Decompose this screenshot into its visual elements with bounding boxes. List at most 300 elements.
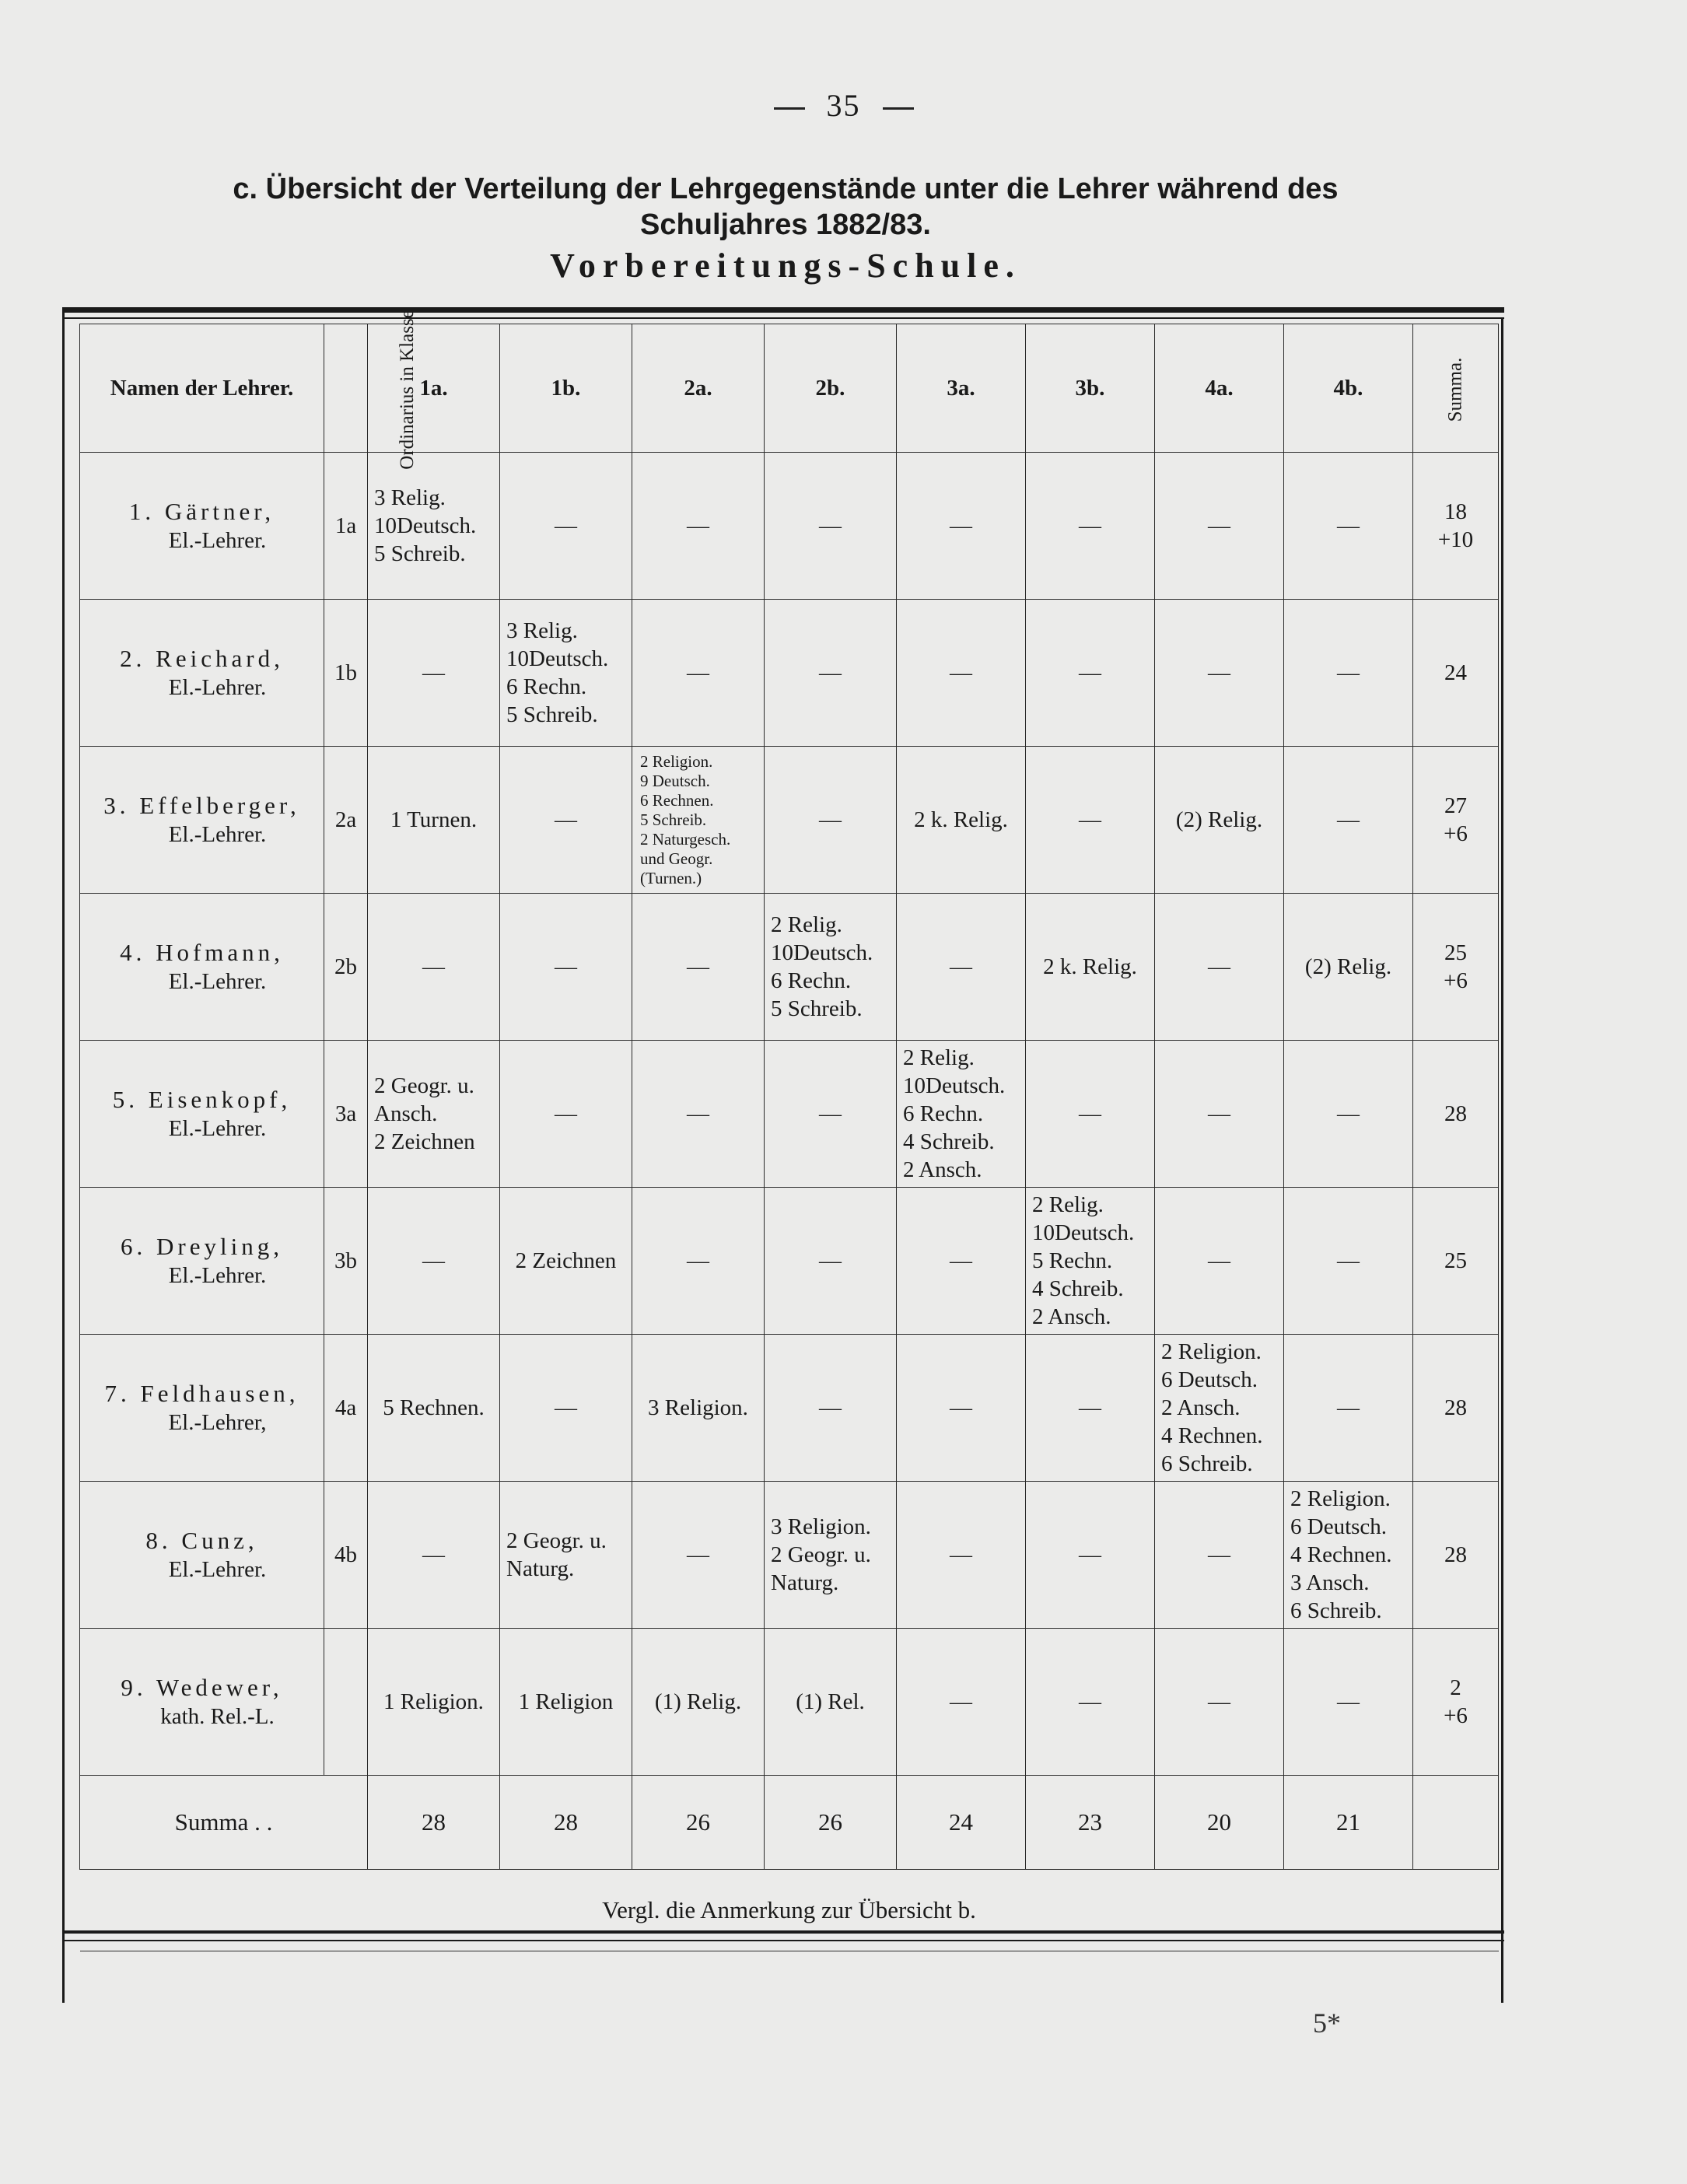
subject-cell bbox=[500, 894, 632, 1041]
ordinarius-cell: 1b bbox=[324, 600, 368, 747]
subject-line: — bbox=[950, 1248, 972, 1273]
subject-line: — bbox=[950, 513, 972, 538]
table-row bbox=[80, 1188, 1499, 1335]
subject-lines bbox=[768, 1513, 893, 1597]
subject-lines bbox=[1029, 512, 1151, 540]
subject-lines bbox=[635, 953, 761, 981]
subject-lines bbox=[768, 806, 893, 834]
subject-cell bbox=[1026, 1482, 1155, 1629]
subject-cell bbox=[1284, 453, 1413, 600]
row-summa-value: 28 bbox=[1444, 1395, 1467, 1420]
ordinarius-cell: 3a bbox=[324, 1041, 368, 1188]
subject-cell bbox=[632, 1335, 765, 1482]
teacher-name: 7. Feldhausen, bbox=[104, 1379, 299, 1407]
teacher-role: El.-Lehrer. bbox=[168, 968, 267, 994]
subject-lines bbox=[768, 659, 893, 687]
teacher-cell bbox=[80, 1041, 324, 1188]
subject-lines bbox=[635, 1688, 761, 1716]
subject-line: — bbox=[687, 513, 709, 538]
subject-lines bbox=[1029, 806, 1151, 834]
teacher-role: El.-Lehrer. bbox=[168, 1262, 267, 1288]
teacher-role: El.-Lehrer. bbox=[168, 674, 267, 700]
subject-lines bbox=[900, 512, 1022, 540]
subject-line: (2) Relig. bbox=[1175, 807, 1263, 832]
row-summa-lines bbox=[1416, 1247, 1495, 1275]
subject-cell bbox=[1026, 1188, 1155, 1335]
subject-line: — bbox=[1079, 807, 1101, 832]
subject-lines bbox=[1029, 1100, 1151, 1128]
header-name: Namen der Lehrer. bbox=[80, 324, 324, 453]
subject-lines bbox=[900, 1688, 1022, 1716]
subject-line: 10Deutsch. bbox=[903, 1073, 1006, 1098]
subject-cell bbox=[368, 1335, 500, 1482]
subject-line: — bbox=[819, 807, 842, 832]
subject-cell bbox=[1026, 453, 1155, 600]
subject-lines bbox=[1287, 1485, 1409, 1625]
teacher-name: 3. Effelberger, bbox=[103, 791, 300, 819]
subject-line: und Geogr. bbox=[640, 849, 713, 868]
subject-lines bbox=[900, 1394, 1022, 1422]
subject-lines bbox=[503, 1247, 628, 1275]
subject-lines bbox=[900, 1541, 1022, 1569]
subject-line: — bbox=[422, 1248, 445, 1273]
subject-cell bbox=[500, 1482, 632, 1629]
subject-cell bbox=[765, 1482, 897, 1629]
title-line-1: c. Übersicht der Verteilung der Lehrgegenstände unter die Lehrer während des bbox=[233, 173, 1339, 205]
subject-cell bbox=[1026, 600, 1155, 747]
table-row bbox=[80, 747, 1499, 894]
subject-line: — bbox=[1208, 1689, 1230, 1714]
row-summa-lines bbox=[1416, 498, 1495, 554]
subject-line: Naturg. bbox=[771, 1570, 839, 1595]
subject-line: 3 Ansch. bbox=[1290, 1570, 1370, 1595]
row-summa-value: 28 bbox=[1444, 1101, 1467, 1126]
subject-lines bbox=[635, 1247, 761, 1275]
subject-line: 1 Religion. bbox=[383, 1689, 484, 1714]
subject-lines bbox=[1287, 953, 1409, 981]
subject-lines bbox=[1029, 1394, 1151, 1422]
subject-line: 2 Geogr. u. bbox=[506, 1528, 607, 1553]
row-summa-lines bbox=[1416, 1541, 1495, 1569]
row-summa-cell bbox=[1413, 453, 1499, 600]
subject-line: 3 Religion. bbox=[771, 1514, 871, 1539]
subject-line: — bbox=[1208, 660, 1230, 685]
ordinarius-cell: 4b bbox=[324, 1482, 368, 1629]
subject-lines bbox=[371, 1394, 496, 1422]
subject-lines bbox=[1029, 1191, 1151, 1331]
subject-line: — bbox=[950, 1395, 972, 1420]
frame-left-line bbox=[62, 307, 65, 2003]
subject-line: 2 Geogr. u. bbox=[374, 1073, 474, 1098]
subject-cell bbox=[1284, 600, 1413, 747]
teacher-role: kath. Rel.-L. bbox=[160, 1703, 275, 1729]
table-row bbox=[80, 1482, 1499, 1629]
signature-mark: 5* bbox=[1313, 2007, 1341, 2039]
subject-cell bbox=[1155, 453, 1284, 600]
ordinarius-cell: 3b bbox=[324, 1188, 368, 1335]
subject-cell bbox=[632, 453, 765, 600]
subject-line: (Turnen.) bbox=[640, 868, 702, 887]
subject-cell bbox=[632, 894, 765, 1041]
subject-cell bbox=[368, 1629, 500, 1776]
subject-line: 5 Schreib. bbox=[374, 541, 466, 566]
row-summa-cell bbox=[1413, 894, 1499, 1041]
subject-line: 2 Relig. bbox=[903, 1045, 975, 1070]
summa-label: Summa . . bbox=[80, 1776, 368, 1870]
subject-lines bbox=[900, 806, 1022, 834]
subject-lines bbox=[900, 659, 1022, 687]
teacher-cell bbox=[80, 600, 324, 747]
subject-lines bbox=[371, 953, 496, 981]
row-summa-cell bbox=[1413, 1041, 1499, 1188]
teacher-cell bbox=[80, 894, 324, 1041]
subject-cell bbox=[500, 600, 632, 747]
teacher-role: El.-Lehrer. bbox=[168, 821, 267, 847]
subject-lines bbox=[1158, 1688, 1280, 1716]
subject-line: — bbox=[687, 954, 709, 979]
subject-cell bbox=[897, 1188, 1026, 1335]
subject-lines bbox=[1029, 659, 1151, 687]
subject-cell bbox=[765, 747, 897, 894]
subject-line: — bbox=[1208, 1101, 1230, 1126]
subject-line: Ansch. bbox=[374, 1101, 438, 1126]
row-summa-cell bbox=[1413, 1188, 1499, 1335]
subject-line: 10Deutsch. bbox=[1032, 1220, 1135, 1245]
subject-cell bbox=[765, 453, 897, 600]
subject-line: 10Deutsch. bbox=[374, 513, 477, 538]
subject-line: — bbox=[1337, 1101, 1360, 1126]
table-row bbox=[80, 1041, 1499, 1188]
subject-cell bbox=[1155, 747, 1284, 894]
subject-cell bbox=[1155, 894, 1284, 1041]
summa-value: 24 bbox=[897, 1776, 1026, 1870]
teacher-cell bbox=[80, 1482, 324, 1629]
subject-line: — bbox=[950, 1689, 972, 1714]
subject-cell bbox=[1155, 600, 1284, 747]
summa-row bbox=[80, 1776, 1499, 1870]
subject-line: — bbox=[1208, 1542, 1230, 1567]
subject-cell bbox=[1284, 1335, 1413, 1482]
subject-cell bbox=[1026, 1335, 1155, 1482]
subject-line: 2 Naturgesch. bbox=[640, 829, 731, 849]
subject-line: 2 Religion. bbox=[1290, 1486, 1391, 1511]
subject-line: 5 Schreib. bbox=[506, 702, 598, 727]
teacher-name: 8. Cunz, bbox=[145, 1526, 258, 1554]
subject-line: 2 Zeichnen bbox=[374, 1129, 475, 1154]
subject-cell bbox=[765, 894, 897, 1041]
subject-line: Naturg. bbox=[506, 1556, 575, 1581]
subject-line: — bbox=[1337, 660, 1360, 685]
frame-right-line bbox=[1501, 319, 1503, 2003]
subject-cell bbox=[632, 600, 765, 747]
subject-lines bbox=[1158, 1338, 1280, 1478]
subject-cell bbox=[1026, 894, 1155, 1041]
subject-line: — bbox=[555, 1395, 577, 1420]
subject-line: — bbox=[687, 1248, 709, 1273]
subject-line: 3 Religion. bbox=[648, 1395, 748, 1420]
row-summa-cell bbox=[1413, 600, 1499, 747]
subject-cell bbox=[500, 747, 632, 894]
page-number bbox=[0, 87, 1687, 124]
subject-lines bbox=[1287, 1394, 1409, 1422]
subject-cell bbox=[368, 453, 500, 600]
subject-lines bbox=[1158, 512, 1280, 540]
subject-cell bbox=[500, 1041, 632, 1188]
teacher-role: El.-Lehrer. bbox=[168, 527, 267, 553]
subject-lines bbox=[768, 911, 893, 1023]
subject-cell bbox=[897, 747, 1026, 894]
subject-cell bbox=[1155, 1041, 1284, 1188]
subject-lines bbox=[635, 659, 761, 687]
teacher-role: El.-Lehrer. bbox=[168, 1556, 267, 1582]
row-summa-lines bbox=[1416, 1100, 1495, 1128]
subject-line: — bbox=[1079, 1542, 1101, 1567]
subject-cell bbox=[1155, 1188, 1284, 1335]
subject-lines bbox=[503, 617, 628, 729]
teacher-cell bbox=[80, 453, 324, 600]
ordinarius-cell: 1a bbox=[324, 453, 368, 600]
top-rule bbox=[62, 307, 1504, 313]
subject-cell bbox=[368, 600, 500, 747]
subject-line: — bbox=[1079, 660, 1101, 685]
ordinarius-cell: 2a bbox=[324, 747, 368, 894]
summa-value: 23 bbox=[1026, 1776, 1155, 1870]
subject-cell bbox=[368, 1041, 500, 1188]
header-class-3a: 3a. bbox=[897, 324, 1026, 453]
teacher-name: 6. Dreyling, bbox=[121, 1232, 283, 1260]
subject-lines bbox=[503, 953, 628, 981]
row-summa-value: 18 bbox=[1444, 499, 1467, 524]
subject-lines bbox=[503, 1527, 628, 1583]
subject-line: 5 Rechnen. bbox=[383, 1395, 485, 1420]
subject-cell bbox=[500, 1629, 632, 1776]
subject-lines bbox=[1029, 953, 1151, 981]
subject-line: — bbox=[555, 513, 577, 538]
subject-line: 6 Rechn. bbox=[506, 674, 587, 699]
subject-cell bbox=[897, 894, 1026, 1041]
subject-cell bbox=[1026, 1629, 1155, 1776]
subject-lines bbox=[371, 1541, 496, 1569]
subject-line: 6 Schreib. bbox=[1161, 1451, 1253, 1476]
subject-lines bbox=[1029, 1541, 1151, 1569]
top-rule-thin bbox=[62, 317, 1504, 319]
subject-line: (1) Rel. bbox=[796, 1689, 865, 1714]
distribution-table bbox=[79, 310, 1499, 1951]
subject-lines bbox=[1287, 1100, 1409, 1128]
subject-line: — bbox=[950, 1542, 972, 1567]
subject-line: 5 Rechn. bbox=[1032, 1248, 1113, 1273]
subject-line: — bbox=[1079, 1689, 1101, 1714]
subject-lines bbox=[503, 1100, 628, 1128]
subject-lines bbox=[635, 752, 761, 888]
subject-line: 5 Schreib. bbox=[640, 810, 707, 829]
header-class-2a: 2a. bbox=[632, 324, 765, 453]
subject-line: 1 Religion bbox=[518, 1689, 614, 1714]
page-number-text: 35 bbox=[826, 88, 861, 123]
teacher-role: El.-Lehrer. bbox=[168, 1115, 267, 1141]
ordinarius-cell: 4a bbox=[324, 1335, 368, 1482]
bottom-rule-thin bbox=[62, 1940, 1504, 1941]
subject-line: 2 Religion. bbox=[1161, 1339, 1262, 1364]
row-summa-lines bbox=[1416, 1394, 1495, 1422]
subject-cell bbox=[632, 1041, 765, 1188]
summa-value: 26 bbox=[632, 1776, 765, 1870]
subject-line: — bbox=[422, 954, 445, 979]
header-class-2b: 2b. bbox=[765, 324, 897, 453]
ordinarius-cell: 2b bbox=[324, 894, 368, 1041]
teacher-name: 9. Wedewer, bbox=[121, 1673, 283, 1701]
subject-lines bbox=[635, 512, 761, 540]
table-row bbox=[80, 894, 1499, 1041]
teacher-cell bbox=[80, 747, 324, 894]
row-summa-value: 24 bbox=[1444, 660, 1467, 685]
subject-line: — bbox=[555, 954, 577, 979]
teacher-role: El.-Lehrer, bbox=[168, 1409, 267, 1435]
header-class-4b: 4b. bbox=[1284, 324, 1413, 453]
subject-cell bbox=[1155, 1482, 1284, 1629]
subject-lines bbox=[371, 1247, 496, 1275]
subject-cell bbox=[632, 1188, 765, 1335]
subject-lines bbox=[768, 512, 893, 540]
subject-line: — bbox=[1208, 954, 1230, 979]
summa-value: 20 bbox=[1155, 1776, 1284, 1870]
row-summa-cell bbox=[1413, 1335, 1499, 1482]
subject-lines bbox=[371, 484, 496, 568]
table-row bbox=[80, 453, 1499, 600]
subject-lines bbox=[900, 953, 1022, 981]
subject-line: — bbox=[422, 660, 445, 685]
dash-right bbox=[883, 107, 914, 110]
row-summa-lines bbox=[1416, 792, 1495, 848]
subject-line: — bbox=[950, 954, 972, 979]
table-row bbox=[80, 1629, 1499, 1776]
subject-line: 6 Schreib. bbox=[1290, 1598, 1382, 1623]
subject-cell bbox=[1284, 1482, 1413, 1629]
subject-line: 6 Deutsch. bbox=[1161, 1367, 1258, 1392]
subject-line: — bbox=[687, 660, 709, 685]
subject-line: — bbox=[1208, 1248, 1230, 1273]
subject-cell bbox=[765, 1188, 897, 1335]
subject-line: 2 Religion. bbox=[640, 751, 713, 771]
header-class-3b: 3b. bbox=[1026, 324, 1155, 453]
note-text: Vergl. die Anmerkung zur Übersicht b. bbox=[80, 1870, 1499, 1951]
subject-cell bbox=[897, 453, 1026, 600]
subject-lines bbox=[1158, 1100, 1280, 1128]
teacher-cell bbox=[80, 1335, 324, 1482]
header-ordinarius bbox=[324, 310, 418, 470]
row-summa-value: 28 bbox=[1444, 1542, 1467, 1567]
teacher-name: 4. Hofmann, bbox=[120, 938, 284, 966]
subject-lines bbox=[900, 1247, 1022, 1275]
row-summa-value: 25 bbox=[1444, 940, 1467, 965]
ordinarius-cell bbox=[324, 1629, 368, 1776]
subject-cell bbox=[632, 747, 765, 894]
subject-line: — bbox=[687, 1542, 709, 1567]
subject-cell bbox=[897, 600, 1026, 747]
header-class-1a: 1a. bbox=[368, 324, 500, 453]
subject-cell bbox=[765, 1041, 897, 1188]
subject-line: 2 Ansch. bbox=[1032, 1304, 1111, 1329]
subject-cell bbox=[765, 600, 897, 747]
row-summa-value: 27 bbox=[1444, 793, 1467, 818]
subject-line: 2 k. Relig. bbox=[914, 807, 1008, 832]
subject-line: 3 Relig. bbox=[506, 618, 578, 643]
subject-cell bbox=[368, 894, 500, 1041]
teacher-name: 5. Eisenkopf, bbox=[112, 1085, 292, 1113]
subject-line: — bbox=[422, 1542, 445, 1567]
subject-line: — bbox=[555, 1101, 577, 1126]
table-body bbox=[80, 453, 1499, 1776]
title-line-2: Schuljahres 1882/83. bbox=[640, 208, 931, 241]
subject-lines bbox=[371, 1688, 496, 1716]
subject-line: — bbox=[1337, 513, 1360, 538]
subject-line: — bbox=[819, 1101, 842, 1126]
subject-lines bbox=[768, 1247, 893, 1275]
table-row bbox=[80, 1335, 1499, 1482]
subject-line: 4 Schreib. bbox=[903, 1129, 995, 1154]
subject-line: — bbox=[1337, 1689, 1360, 1714]
subject-lines bbox=[503, 1688, 628, 1716]
subject-line: — bbox=[950, 660, 972, 685]
subject-cell bbox=[1284, 894, 1413, 1041]
subject-line: 2 Geogr. u. bbox=[771, 1542, 871, 1567]
subject-lines bbox=[1287, 806, 1409, 834]
subject-lines bbox=[768, 1688, 893, 1716]
subject-cell bbox=[897, 1482, 1026, 1629]
subject-line: — bbox=[819, 513, 842, 538]
subject-cell bbox=[368, 747, 500, 894]
subject-line: 2 Zeichnen bbox=[515, 1248, 617, 1273]
subject-lines bbox=[1158, 806, 1280, 834]
row-summa-cell bbox=[1413, 747, 1499, 894]
subject-cell bbox=[1155, 1629, 1284, 1776]
subject-line: 2 Ansch. bbox=[903, 1157, 982, 1182]
subject-lines bbox=[768, 1100, 893, 1128]
row-summa-value: 2 bbox=[1450, 1675, 1461, 1700]
subject-lines bbox=[635, 1541, 761, 1569]
subject-lines bbox=[503, 512, 628, 540]
subject-line: — bbox=[1208, 513, 1230, 538]
subject-cell bbox=[1026, 1041, 1155, 1188]
row-summa-cell bbox=[1413, 1629, 1499, 1776]
subject-line: — bbox=[1337, 807, 1360, 832]
subject-line: 10Deutsch. bbox=[506, 646, 609, 671]
subject-cell bbox=[897, 1041, 1026, 1188]
header-class-1b: 1b. bbox=[500, 324, 632, 453]
subject-lines bbox=[900, 1044, 1022, 1184]
subject-line: — bbox=[819, 1395, 842, 1420]
dash-left bbox=[774, 107, 805, 110]
subject-cell bbox=[368, 1482, 500, 1629]
header-class-4a: 4a. bbox=[1155, 324, 1284, 453]
subject-line: — bbox=[1079, 1395, 1101, 1420]
subject-cell bbox=[765, 1629, 897, 1776]
page-subtitle: Vorbereitungs-Schule. bbox=[550, 247, 1021, 285]
row-summa-value: +6 bbox=[1444, 968, 1468, 993]
subject-lines bbox=[1287, 512, 1409, 540]
subject-cell bbox=[1026, 747, 1155, 894]
subject-lines bbox=[1029, 1688, 1151, 1716]
subject-line: — bbox=[555, 807, 577, 832]
subject-cell bbox=[632, 1482, 765, 1629]
row-summa-lines bbox=[1416, 939, 1495, 995]
subject-lines bbox=[1158, 953, 1280, 981]
subject-lines bbox=[371, 659, 496, 687]
note-row bbox=[80, 1870, 1499, 1951]
subject-lines bbox=[371, 806, 496, 834]
subject-line: 4 Rechnen. bbox=[1290, 1542, 1392, 1567]
header-ordinarius-text: Ordinarius in Klasse bbox=[396, 310, 418, 470]
